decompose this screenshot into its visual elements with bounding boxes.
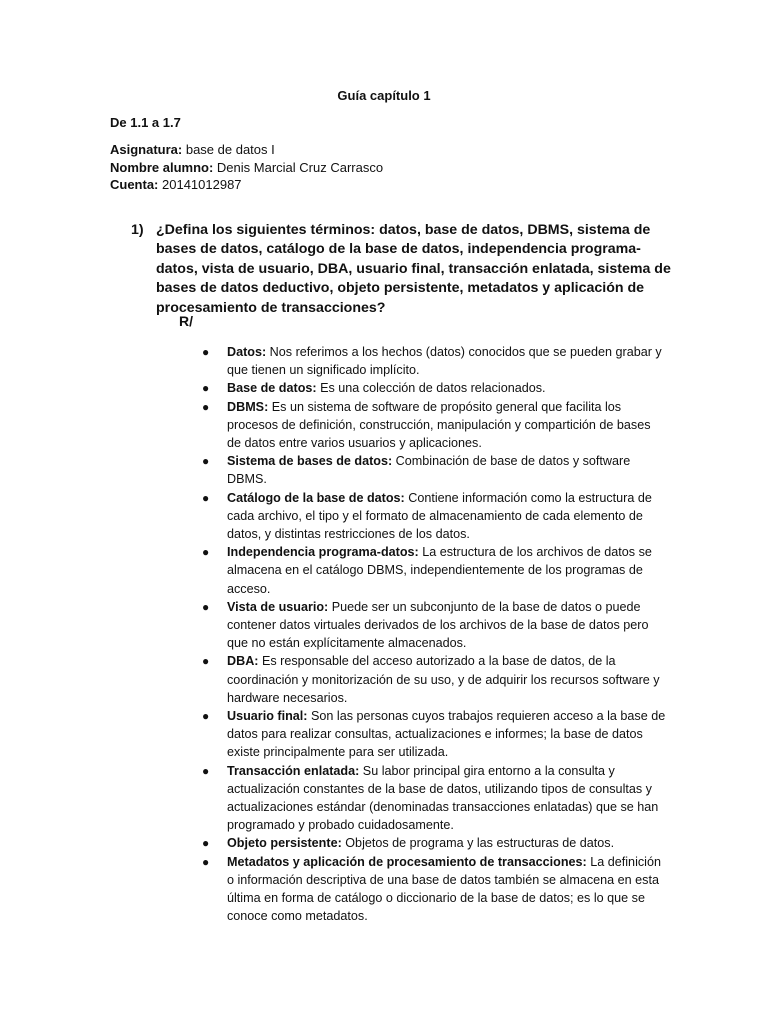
definition-item (200, 707, 666, 762)
bullet-icon: ● (202, 399, 210, 414)
meta-value: 20141012987 (158, 177, 242, 192)
definition-term: DBA: (227, 654, 259, 669)
chapter-range: De 1.1 a 1.7 (110, 115, 181, 130)
definition-text: Objetos de programa y las estructuras de datos. (341, 836, 615, 851)
definition-term: Transacción enlatada: (227, 763, 360, 778)
definition-text: Es un sistema de software de propósito general que facilita los procesos de definición, construcción, manipulación y compartición de bases de datos entre varios usuarios y aplicaciones. (227, 399, 651, 451)
definition-item (200, 834, 666, 852)
bullet-icon: ● (202, 345, 210, 359)
definition-item (200, 853, 666, 926)
bullet-icon: ● (202, 454, 210, 469)
bullet-icon: ● (202, 381, 210, 396)
definition-item (200, 489, 666, 544)
definition-term: Usuario final: (227, 709, 308, 724)
student-info (110, 141, 383, 194)
definition-text: La estructura de los archivos de datos se almacena en el catálogo DBMS, independientemente de los programas de acceso. (227, 545, 652, 596)
definition-term: Base de datos: (227, 381, 317, 396)
definition-item (200, 652, 666, 707)
definition-text: Puede ser un subconjunto de la base de datos o puede contener datos virtuales derivados de los archivos de la base de datos pero que no están explícitamente almacenados. (227, 599, 649, 651)
page-title: Guía capítulo 1 (337, 88, 431, 103)
definition-text: Contiene información como la estructura de cada archivo, el tipo y el formato de almacenamiento de cada elemento de datos, y distintas restricciones de los datos. (227, 490, 652, 542)
definition-term: Independencia programa-datos: (227, 545, 419, 560)
definition-text: Nos referimos a los hechos (datos) conocidos que se pueden grabar y que tienen un significado implícito. (227, 345, 662, 378)
definition-term: Sistema de bases de datos: (227, 454, 393, 469)
definition-item (200, 398, 666, 453)
definition-item (200, 343, 666, 379)
definition-term: Objeto persistente: (227, 836, 342, 851)
answer-label: R/ (179, 313, 193, 329)
definition-item (200, 379, 666, 397)
bullet-icon: ● (202, 654, 210, 669)
definition-term: Vista de usuario: (227, 599, 329, 614)
meta-value: base de datos I (182, 142, 275, 157)
definition-term: Datos: (227, 345, 267, 359)
meta-line-subject (110, 141, 383, 159)
definition-text: Su labor principal gira entorno a la consulta y actualización constantes de la base de datos, utilizando tipos de consultas y actualizaciones estándar (denominadas transacciones enlatadas) que se han programado y probado cuidadosamente. (227, 763, 659, 833)
question-1 (131, 221, 671, 318)
definition-item (200, 543, 666, 598)
question-number: 1) (131, 222, 144, 238)
definition-text: Es responsable del acceso autorizado a la base de datos, de la coordinación y monitorización de su uso, y de adquirir los recursos software y hardware necesarios. (227, 654, 660, 705)
definition-term: Catálogo de la base de datos: (227, 490, 405, 505)
definition-item (200, 452, 666, 488)
bullet-icon: ● (202, 836, 210, 851)
definition-term: Metadatos y aplicación de procesamiento de transacciones: (227, 854, 587, 869)
meta-value: Denis Marcial Cruz Carrasco (213, 159, 384, 175)
meta-label: Cuenta: (110, 177, 159, 192)
definitions-list (200, 343, 666, 926)
meta-line-student (110, 159, 383, 177)
definition-item (200, 598, 666, 653)
definition-text: La definición o información descriptiva de una base de datos también se almacena en esta última en forma de catálogo o diccionario de la base de datos; es lo que se conoce como metadatos. (227, 854, 661, 924)
bullet-icon: ● (202, 490, 210, 505)
definition-text: Combinación de base de datos y software DBMS. (227, 454, 631, 487)
bullet-icon: ● (202, 763, 210, 778)
meta-line-account (110, 176, 383, 194)
definition-item (200, 762, 666, 835)
question-text: ¿Defina los siguientes términos: datos, base de datos, DBMS, sistema de bases de datos, catálogo de la base de datos, independencia programa-datos, vista de usuario, DBA, usuario final, transacción enlatada, sistema de bases de datos deductivo, objeto persistente, metadatos y aplicación de procesamiento de transacciones? (156, 222, 671, 316)
bullet-icon: ● (202, 854, 210, 869)
definition-text: Son las personas cuyos trabajos requieren acceso a la base de datos para realizar consultas, actualizaciones e informes; la base de datos existe principalmente para ser utilizada. (227, 709, 666, 760)
definition-term: DBMS: (227, 399, 269, 414)
meta-label: Asignatura: (110, 142, 183, 157)
bullet-icon: ● (202, 709, 210, 724)
definition-text: Es una colección de datos relacionados. (316, 381, 546, 396)
bullet-icon: ● (202, 599, 210, 614)
meta-label: Nombre alumno: (110, 159, 214, 175)
bullet-icon: ● (202, 545, 210, 560)
